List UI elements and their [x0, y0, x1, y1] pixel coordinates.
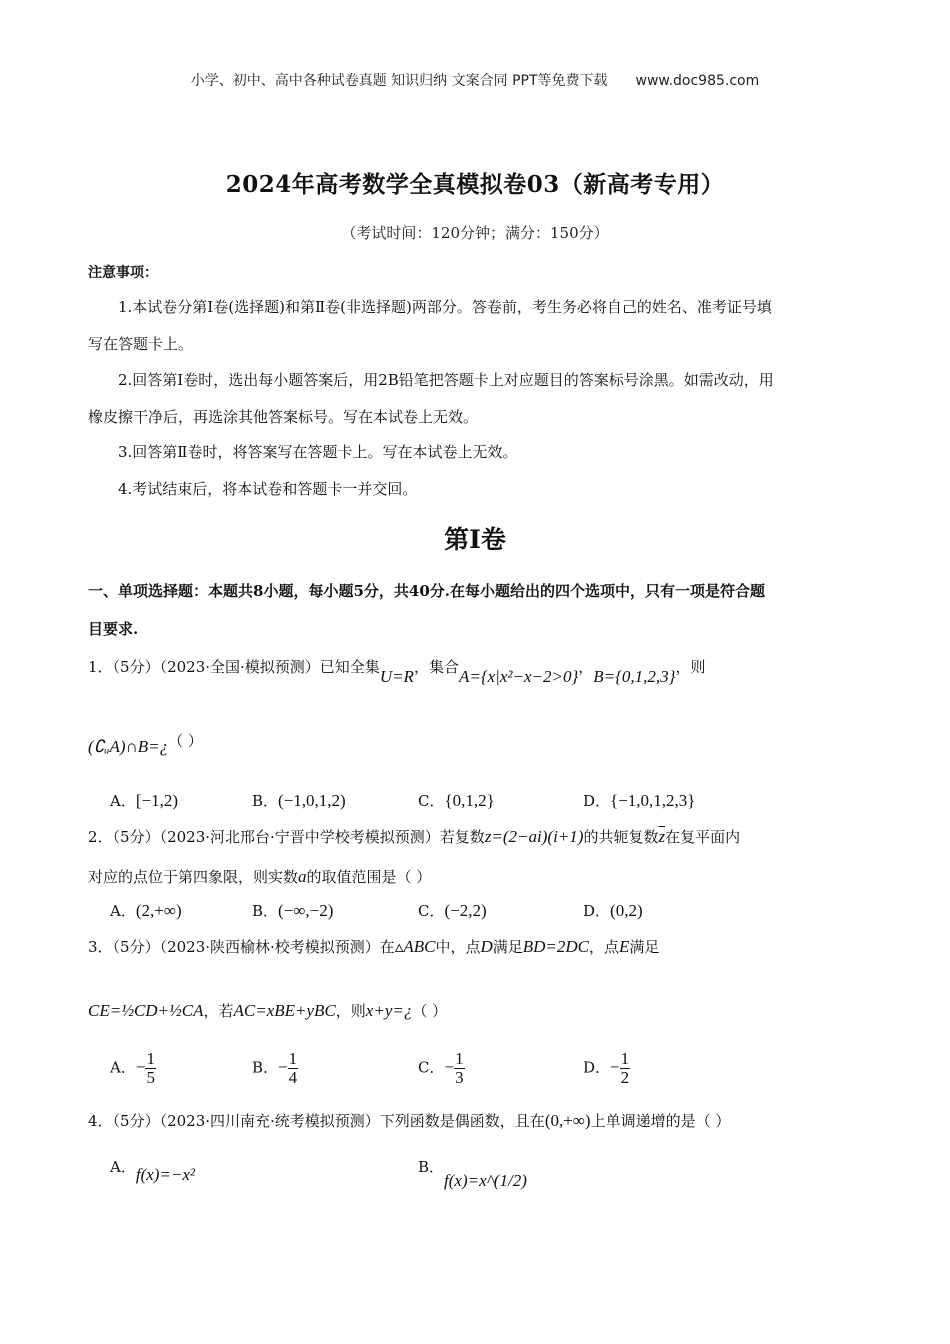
q3-option-a-frac: [145, 1050, 156, 1087]
q4-option-b[interactable]: [418, 1156, 527, 1190]
q3-point-e: E: [619, 937, 630, 956]
q1-option-a-label: A．: [110, 792, 136, 810]
q3-option-c-frac: [454, 1050, 465, 1087]
q1-sep2: ，: [578, 658, 594, 676]
q3-answer-paren[interactable]: （ ）: [412, 1002, 448, 1020]
header-site-link[interactable]: www.doc985.com: [635, 73, 760, 89]
q3-vector-ac: AC=xBE+yBC: [233, 1001, 336, 1020]
q4-lead: 4．（5分）（2023·四川南充·统考模拟预测）下列函数是偶函数，且在: [88, 1112, 545, 1130]
q3-option-a-sign: −: [135, 1057, 146, 1077]
part-heading-line2: 目要求.: [88, 620, 139, 638]
q3-option-d-label: D．: [583, 1058, 611, 1077]
q3-option-c-sign: −: [444, 1057, 455, 1077]
q3-option-c-label: C．: [418, 1058, 445, 1077]
q3-mid1: 中，点: [435, 938, 481, 956]
q2-mid: 的共轭复数: [583, 828, 659, 846]
q2-option-d[interactable]: [583, 900, 643, 921]
question-2: [88, 826, 740, 847]
question-3: [88, 936, 659, 957]
q3-option-d[interactable]: [583, 1050, 630, 1087]
q2-option-a-label: A．: [110, 902, 136, 920]
notice-item-1: 1.本试卷分第Ⅰ卷(选择题)和第Ⅱ卷(非选择题)两部分。答卷前，考生务必将自己的姓名、准考证号填: [118, 298, 772, 316]
q4-option-a-label: A．: [110, 1158, 136, 1176]
q3-option-c-num: 1: [455, 1049, 464, 1068]
q1-sep: ，集合: [413, 658, 459, 676]
q1-option-d[interactable]: [583, 790, 695, 811]
q3-option-a[interactable]: [110, 1050, 156, 1087]
q1-option-d-value: {−1,0,1,2,3}: [610, 791, 696, 810]
q3-option-d-frac: [620, 1050, 631, 1087]
q4-option-a[interactable]: [110, 1156, 196, 1184]
q3-option-b[interactable]: [252, 1050, 298, 1087]
q3-option-b-frac: [288, 1050, 299, 1087]
q3-ruo: ，若: [203, 1002, 234, 1020]
q2-option-b[interactable]: [252, 900, 333, 921]
header-text: 小学、初中、高中各种试卷真题 知识归纳 文案合同 PPT等免费下载: [190, 73, 608, 89]
q3-option-b-num: 1: [288, 1049, 298, 1068]
q1-universal-set: U=R: [379, 667, 414, 686]
q2-var-a: a: [298, 867, 307, 886]
q2-option-d-value: (0,2): [610, 901, 643, 920]
q2-lead: 2．（5分）（2023·河北邢台·宁晋中学校考模拟预测）若复数: [88, 828, 485, 846]
q2-conjugate: $\overline{z}$: [658, 827, 666, 846]
q2-option-c[interactable]: [418, 900, 487, 921]
q3-option-a-den: 5: [146, 1067, 155, 1087]
q1-tail: ，则: [675, 658, 706, 676]
notice-item-4: 4.考试结束后，将本试卷和答题卡一并交回。: [118, 480, 418, 498]
q3-ze: ，则: [335, 1002, 366, 1020]
q3-line2: [88, 1000, 447, 1021]
q2-option-a-value: (2,+∞): [135, 901, 182, 920]
q1-option-b-value: (−1,0,1,2): [278, 791, 346, 810]
q1-option-c-label: C．: [418, 792, 445, 810]
notice-item-2-cont: 橡皮擦干净后，再选涂其他答案标号。写在本试卷上无效。: [88, 408, 479, 426]
q4-option-b-label: B．: [418, 1158, 445, 1176]
q2-option-b-label: B．: [252, 902, 279, 920]
q2-complex: z=(2−ai)(i+1): [484, 827, 584, 846]
q2-option-a[interactable]: [110, 900, 182, 921]
q3-triangle: ▵ABC: [394, 937, 436, 956]
q3-option-d-sign: −: [610, 1057, 620, 1077]
q2-tail: 在复平面内: [665, 828, 741, 846]
q1-set-b: B={0,1,2,3}: [593, 667, 676, 686]
exam-subtitle: （考试时间：120分钟；满分：150分）: [341, 224, 609, 242]
question-1: [88, 656, 706, 686]
q1-option-c[interactable]: [418, 790, 495, 811]
q4-option-b-value: f(x)=x^(1/2): [444, 1171, 527, 1190]
q3-mid2: 满足: [492, 938, 523, 956]
notice-item-3: 3.回答第Ⅱ卷时，将答案写在答题卡上。写在本试卷上无效。: [118, 443, 518, 461]
q3-sum: x+y=¿: [365, 1001, 413, 1020]
q2-line2-text: 对应的点位于第四象限，则实数: [88, 868, 299, 886]
q4-interval: (0,+∞): [544, 1111, 591, 1130]
q1-set-a: A={x|x²−x−2>0}: [458, 667, 579, 686]
q1-option-a[interactable]: [110, 790, 178, 811]
q3-option-c-den: 3: [455, 1067, 464, 1087]
q3-option-b-sign: −: [278, 1057, 288, 1077]
notice-heading: 注意事项：: [88, 265, 158, 281]
notice-item-2: 2.回答第Ⅰ卷时，选出每小题答案后，用2B铅笔把答题卡上对应题目的答案标号涂黑。如需改动，用: [118, 371, 774, 389]
q3-option-c[interactable]: [418, 1050, 465, 1087]
q3-option-d-den: 2: [620, 1067, 630, 1087]
q1-option-b-label: B．: [252, 792, 279, 810]
q1-lead: 1．（5分）（2023·全国·模拟预测）已知全集: [88, 658, 380, 676]
q3-option-a-label: A．: [110, 1058, 136, 1077]
question-4: [88, 1110, 730, 1131]
q1-expression: (∁ᵤA)∩B=¿: [88, 737, 169, 756]
q3-option-a-num: 1: [146, 1049, 155, 1068]
part-heading-line1: 一、单项选择题：本题共8小题，每小题5分，共40分.在每小题给出的四个选项中，只有一项是符合题: [88, 582, 765, 600]
q3-vector-bd: BD=2DC: [522, 937, 590, 956]
q3-option-b-label: B．: [252, 1058, 279, 1077]
q1-expression-line: [88, 732, 203, 757]
q3-lead: 3．（5分）（2023·陕西榆林·校考模拟预测）在: [88, 938, 395, 956]
q1-option-d-label: D．: [583, 792, 611, 810]
q3-option-d-num: 1: [620, 1049, 630, 1068]
section-title: 第Ⅰ卷: [444, 525, 506, 554]
q4-tail: 上单调递增的是（ ）: [590, 1112, 731, 1130]
q2-line2-tail: 的取值范围是（ ）: [306, 868, 432, 886]
q3-option-b-den: 4: [288, 1067, 298, 1087]
q2-option-c-label: C．: [418, 902, 445, 920]
q2-option-d-label: D．: [583, 902, 611, 920]
q3-tail: 满足: [629, 938, 660, 956]
page-header: [0, 70, 950, 90]
q3-mid3: ，点: [589, 938, 620, 956]
q2-option-b-value: (−∞,−2): [278, 901, 334, 920]
q1-option-c-value: {0,1,2}: [444, 791, 495, 810]
q1-option-a-value: [−1,2): [135, 791, 179, 810]
q2-line2: [88, 866, 431, 887]
notice-item-1-cont: 写在答题卡上。: [88, 335, 194, 353]
q3-point-d: D: [480, 937, 493, 956]
q3-vector-ce: CE=½CD+½CA: [88, 1001, 204, 1020]
q1-option-b[interactable]: [252, 790, 346, 811]
exam-title: 2024年高考数学全真模拟卷03（新高考专用）: [225, 171, 725, 198]
q1-answer-paren[interactable]: （ ）: [168, 732, 203, 750]
q4-option-a-value: f(x)=−x²: [135, 1165, 196, 1184]
q2-option-c-value: (−2,2): [444, 901, 487, 920]
